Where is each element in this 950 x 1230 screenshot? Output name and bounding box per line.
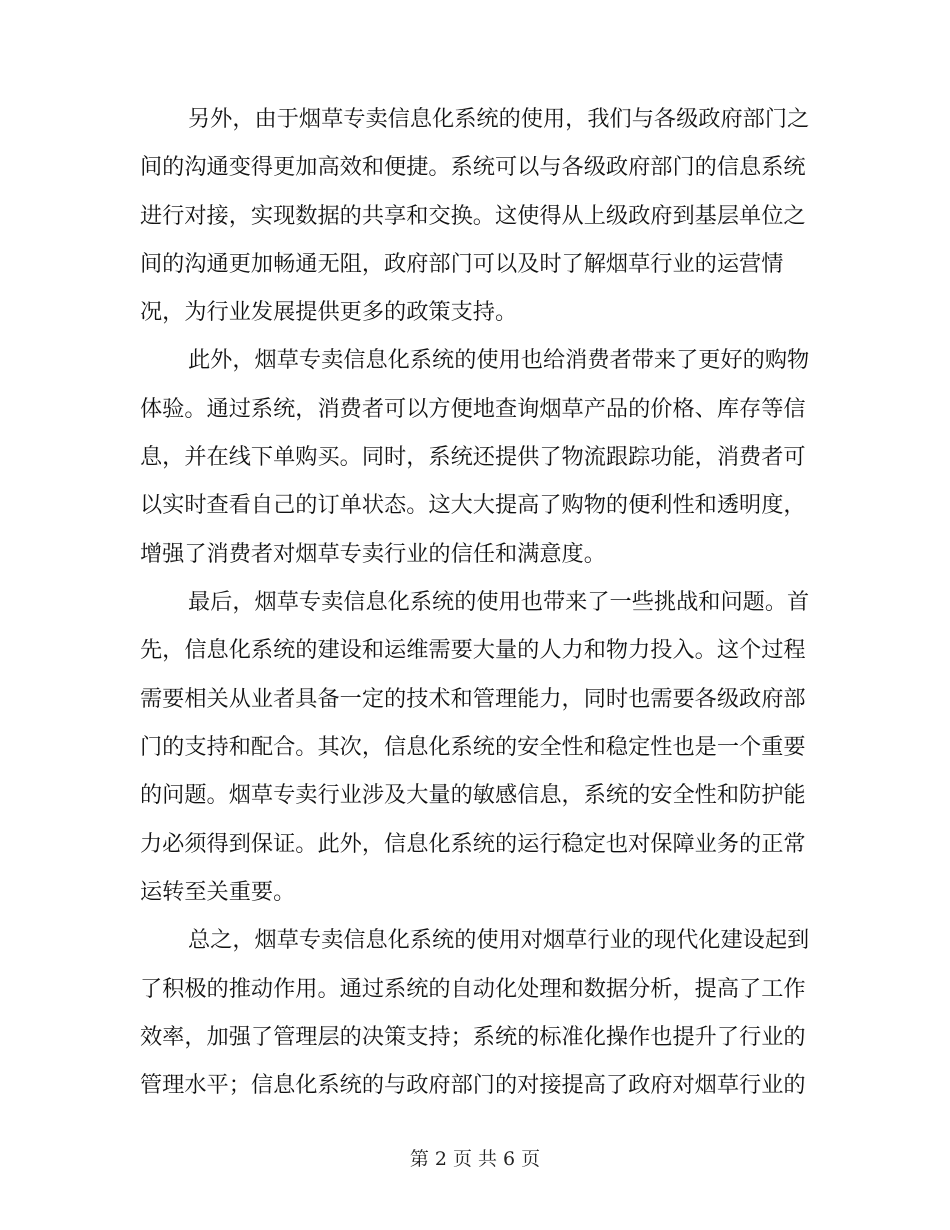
text-line: 的问题。烟草专卖行业涉及大量的敏感信息，系统的安全性和防护能 <box>140 782 806 808</box>
text-line: 力必须得到保证。此外，信息化系统的运行稳定也对保障业务的正常 <box>140 831 806 857</box>
text-line: 另外，由于烟草专卖信息化系统的使用，我们与各级政府部门之 <box>188 106 810 132</box>
text-line: 管理水平；信息化系统的与政府部门的对接提高了政府对烟草行业的 <box>140 1072 806 1098</box>
text-line: 总之，烟草专卖信息化系统的使用对烟草行业的现代化建设起到 <box>188 927 810 953</box>
text-line: 以实时查看自己的订单状态。这大大提高了购物的便利性和透明度， <box>140 492 806 518</box>
text-line: 此外，烟草专卖信息化系统的使用也给消费者带来了更好的购物 <box>188 347 810 373</box>
page-footer: 第 2 页 共 6 页 <box>409 1148 541 1170</box>
text-line: 运转至关重要。 <box>140 879 296 905</box>
text-line: 况，为行业发展提供更多的政策支持。 <box>140 299 518 325</box>
text-line: 效率，加强了管理层的决策支持；系统的标准化操作也提升了行业的 <box>140 1024 806 1050</box>
text-line: 间的沟通更加畅通无阻，政府部门可以及时了解烟草行业的运营情 <box>140 251 784 277</box>
text-line: 了积极的推动作用。通过系统的自动化处理和数据分析，提高了工作 <box>140 976 806 1002</box>
text-line: 体验。通过系统，消费者可以方便地查询烟草产品的价格、库存等信 <box>140 396 806 422</box>
text-line: 进行对接，实现数据的共享和交换。这使得从上级政府到基层单位之 <box>140 203 806 229</box>
text-line: 最后，烟草专卖信息化系统的使用也带来了一些挑战和问题。首 <box>188 589 810 615</box>
text-line: 门的支持和配合。其次，信息化系统的安全性和稳定性也是一个重要 <box>140 734 806 760</box>
text-line: 增强了消费者对烟草专卖行业的信任和满意度。 <box>140 541 606 567</box>
text-line: 息，并在线下单购买。同时，系统还提供了物流跟踪功能，消费者可 <box>140 444 806 470</box>
text-line: 先，信息化系统的建设和运维需要大量的人力和物力投入。这个过程 <box>140 637 806 663</box>
text-line: 需要相关从业者具备一定的技术和管理能力，同时也需要各级政府部 <box>140 686 806 712</box>
text-line: 间的沟通变得更加高效和便捷。系统可以与各级政府部门的信息系统 <box>140 154 806 180</box>
